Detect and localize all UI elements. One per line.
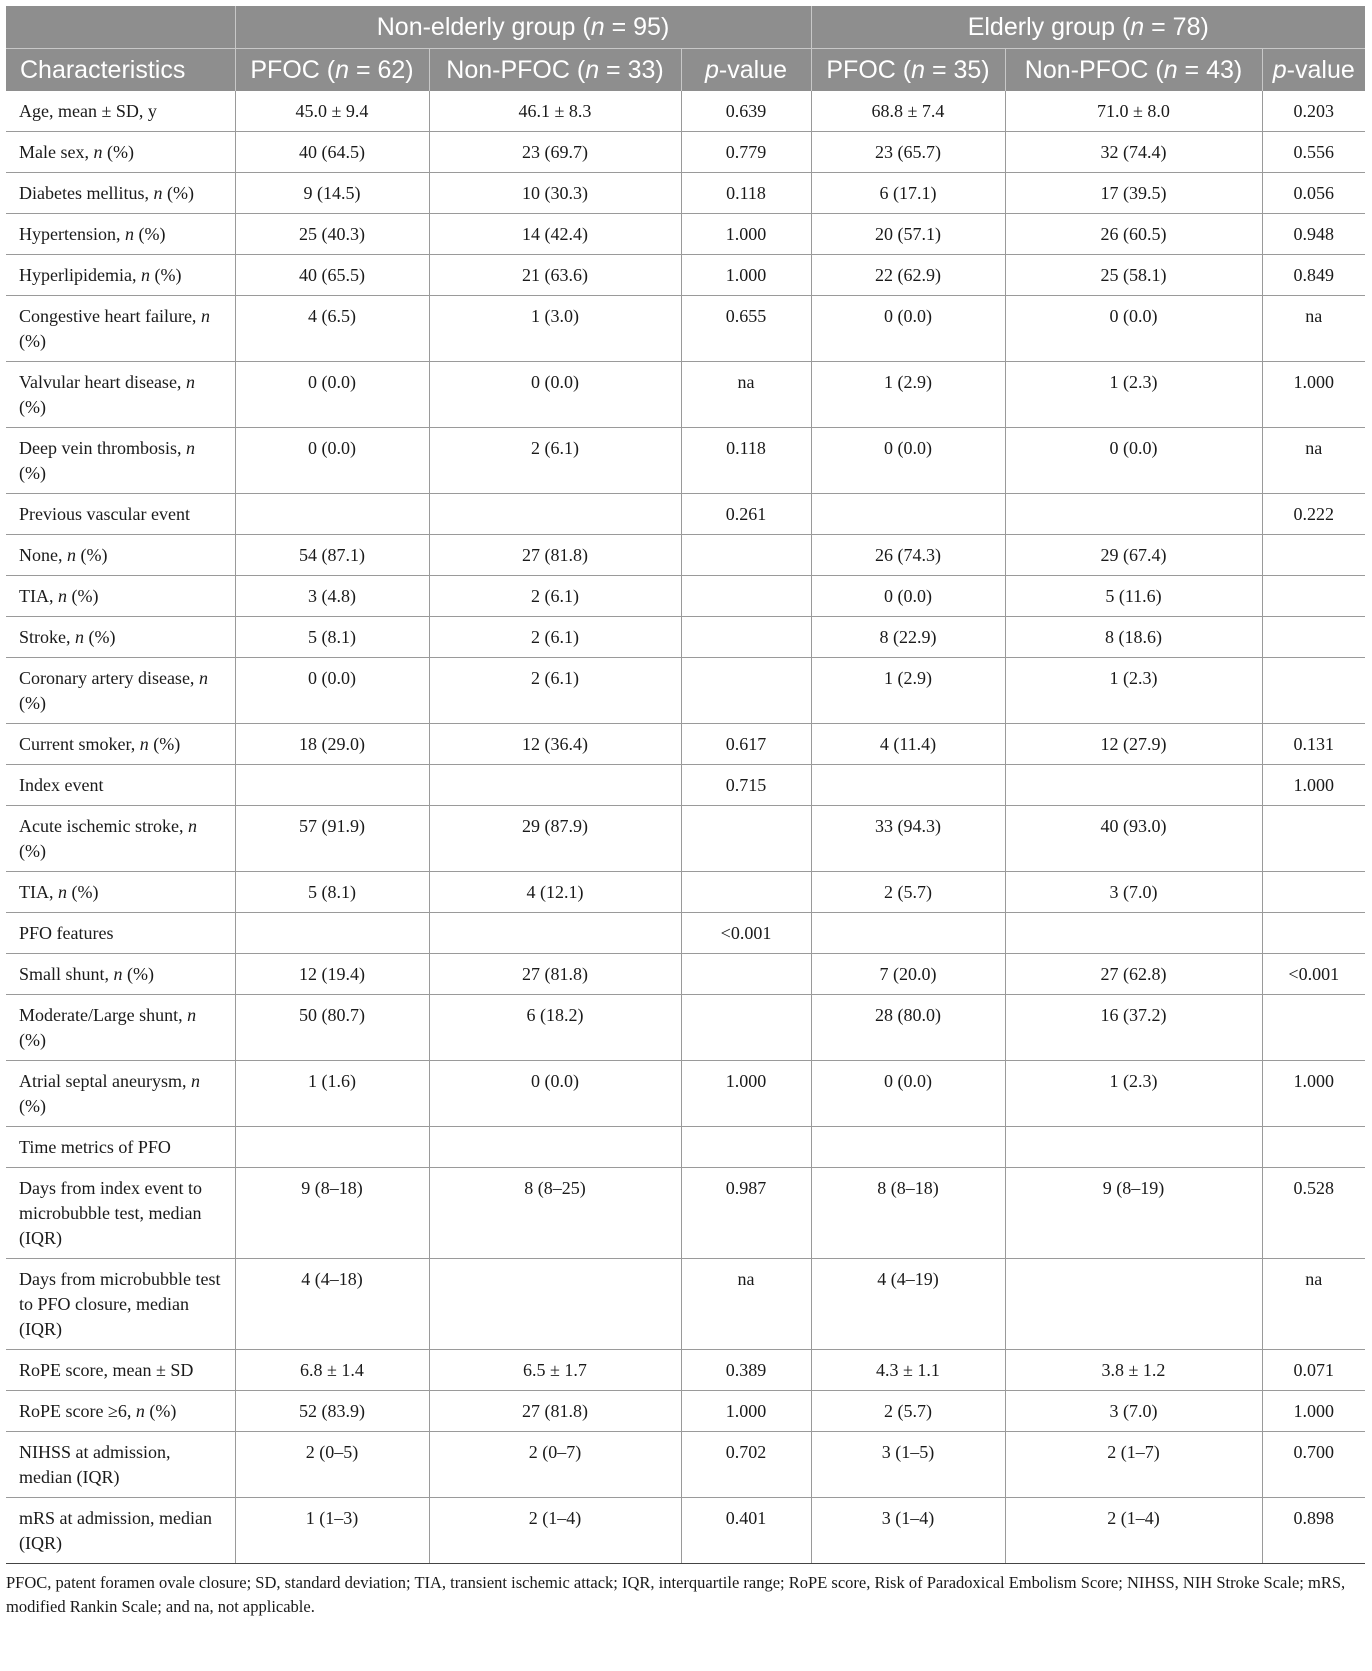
cell-pfoc-nonelderly: 5 (8.1) (235, 872, 429, 913)
cell-nonpfoc-elderly: 32 (74.4) (1005, 132, 1262, 173)
table-row (6, 658, 1365, 724)
cell-pfoc-nonelderly: 4 (4–18) (235, 1259, 429, 1350)
cell-pvalue-elderly: 0.528 (1262, 1168, 1365, 1259)
header-pvalue-elderly: p-value (1262, 49, 1365, 92)
row-label: Deep vein thrombosis, n (%) (6, 428, 235, 494)
cell-pfoc-nonelderly: 3 (4.8) (235, 576, 429, 617)
table-row (6, 995, 1365, 1061)
table-row (6, 1168, 1365, 1259)
header-blank (6, 6, 235, 49)
cell-nonpfoc-elderly: 0 (0.0) (1005, 428, 1262, 494)
cell-pvalue-elderly: na (1262, 296, 1365, 362)
header-pfoc-nonelderly: PFOC (n = 62) (235, 49, 429, 92)
cell-pvalue-nonelderly (681, 995, 811, 1061)
cell-pvalue-elderly: na (1262, 428, 1365, 494)
cell-pvalue-nonelderly (681, 576, 811, 617)
cell-pvalue-nonelderly: 1.000 (681, 255, 811, 296)
cell-nonpfoc-nonelderly: 27 (81.8) (429, 954, 681, 995)
cell-pvalue-elderly (1262, 617, 1365, 658)
cell-pvalue-nonelderly: 0.987 (681, 1168, 811, 1259)
cell-pfoc-elderly: 2 (5.7) (811, 872, 1005, 913)
cell-pfoc-elderly: 8 (8–18) (811, 1168, 1005, 1259)
cell-nonpfoc-elderly: 0 (0.0) (1005, 296, 1262, 362)
cell-pvalue-elderly (1262, 1127, 1365, 1168)
row-label: Stroke, n (%) (6, 617, 235, 658)
cell-pvalue-elderly: 1.000 (1262, 1061, 1365, 1127)
cell-pfoc-elderly: 26 (74.3) (811, 535, 1005, 576)
cell-pfoc-nonelderly: 6.8 ± 1.4 (235, 1350, 429, 1391)
table-row (6, 872, 1365, 913)
cell-pfoc-elderly (811, 494, 1005, 535)
cell-nonpfoc-elderly: 71.0 ± 8.0 (1005, 91, 1262, 132)
cell-nonpfoc-elderly: 17 (39.5) (1005, 173, 1262, 214)
cell-nonpfoc-nonelderly: 8 (8–25) (429, 1168, 681, 1259)
row-label: RoPE score ≥6, n (%) (6, 1391, 235, 1432)
cell-nonpfoc-nonelderly (429, 913, 681, 954)
cell-pvalue-elderly: 0.849 (1262, 255, 1365, 296)
table-row (6, 296, 1365, 362)
row-label: TIA, n (%) (6, 576, 235, 617)
row-label: TIA, n (%) (6, 872, 235, 913)
cell-pvalue-elderly: 1.000 (1262, 765, 1365, 806)
row-label: Diabetes mellitus, n (%) (6, 173, 235, 214)
row-label: None, n (%) (6, 535, 235, 576)
cell-nonpfoc-elderly: 29 (67.4) (1005, 535, 1262, 576)
cell-nonpfoc-elderly: 1 (2.3) (1005, 362, 1262, 428)
cell-nonpfoc-nonelderly (429, 765, 681, 806)
cell-nonpfoc-elderly: 8 (18.6) (1005, 617, 1262, 658)
header-characteristics: Characteristics (6, 49, 235, 92)
cell-pfoc-nonelderly: 50 (80.7) (235, 995, 429, 1061)
cell-pfoc-nonelderly: 1 (1.6) (235, 1061, 429, 1127)
cell-nonpfoc-nonelderly: 21 (63.6) (429, 255, 681, 296)
cell-nonpfoc-elderly: 12 (27.9) (1005, 724, 1262, 765)
cell-nonpfoc-nonelderly: 0 (0.0) (429, 362, 681, 428)
row-label: PFO features (6, 913, 235, 954)
cell-pfoc-nonelderly: 18 (29.0) (235, 724, 429, 765)
cell-nonpfoc-elderly: 3 (7.0) (1005, 1391, 1262, 1432)
cell-pfoc-elderly: 1 (2.9) (811, 362, 1005, 428)
cell-nonpfoc-nonelderly: 10 (30.3) (429, 173, 681, 214)
cell-pvalue-nonelderly (681, 806, 811, 872)
cell-pfoc-elderly: 6 (17.1) (811, 173, 1005, 214)
table-row (6, 913, 1365, 954)
cell-nonpfoc-nonelderly: 23 (69.7) (429, 132, 681, 173)
cell-pvalue-nonelderly: <0.001 (681, 913, 811, 954)
cell-pfoc-nonelderly: 25 (40.3) (235, 214, 429, 255)
cell-pfoc-nonelderly: 0 (0.0) (235, 428, 429, 494)
cell-pvalue-nonelderly (681, 954, 811, 995)
row-label: Male sex, n (%) (6, 132, 235, 173)
cell-nonpfoc-nonelderly: 29 (87.9) (429, 806, 681, 872)
cell-nonpfoc-elderly: 3.8 ± 1.2 (1005, 1350, 1262, 1391)
table-row (6, 214, 1365, 255)
cell-pvalue-elderly: 0.948 (1262, 214, 1365, 255)
row-label: Index event (6, 765, 235, 806)
cell-nonpfoc-elderly: 2 (1–4) (1005, 1498, 1262, 1564)
table-row (6, 1127, 1365, 1168)
cell-pvalue-nonelderly: 1.000 (681, 214, 811, 255)
cell-pfoc-elderly (811, 765, 1005, 806)
cell-nonpfoc-nonelderly: 6.5 ± 1.7 (429, 1350, 681, 1391)
cell-pvalue-nonelderly (681, 1127, 811, 1168)
cell-nonpfoc-nonelderly (429, 1259, 681, 1350)
cell-pvalue-nonelderly: 0.779 (681, 132, 811, 173)
cell-pvalue-elderly: 0.131 (1262, 724, 1365, 765)
cell-pfoc-elderly (811, 1127, 1005, 1168)
cell-nonpfoc-nonelderly: 2 (1–4) (429, 1498, 681, 1564)
row-label: Time metrics of PFO (6, 1127, 235, 1168)
cell-nonpfoc-nonelderly: 2 (6.1) (429, 617, 681, 658)
cell-pvalue-elderly: 0.203 (1262, 91, 1365, 132)
cell-pfoc-nonelderly (235, 1127, 429, 1168)
cell-pvalue-nonelderly: 1.000 (681, 1061, 811, 1127)
row-label: Congestive heart failure, n (%) (6, 296, 235, 362)
cell-pvalue-elderly (1262, 913, 1365, 954)
cell-pfoc-nonelderly: 0 (0.0) (235, 362, 429, 428)
header-group-nonelderly: Non-elderly group (n = 95) (235, 6, 811, 49)
cell-nonpfoc-elderly: 1 (2.3) (1005, 1061, 1262, 1127)
row-label: Age, mean ± SD, y (6, 91, 235, 132)
cell-pfoc-elderly: 0 (0.0) (811, 428, 1005, 494)
table-row (6, 1498, 1365, 1564)
cell-pfoc-elderly: 28 (80.0) (811, 995, 1005, 1061)
cell-pfoc-elderly: 0 (0.0) (811, 296, 1005, 362)
table-header (6, 6, 1365, 91)
cell-pfoc-nonelderly: 9 (8–18) (235, 1168, 429, 1259)
cell-pfoc-elderly: 4.3 ± 1.1 (811, 1350, 1005, 1391)
cell-pfoc-elderly: 0 (0.0) (811, 1061, 1005, 1127)
cell-pfoc-nonelderly: 9 (14.5) (235, 173, 429, 214)
cell-pvalue-elderly: 0.071 (1262, 1350, 1365, 1391)
cell-pfoc-elderly: 22 (62.9) (811, 255, 1005, 296)
cell-pvalue-elderly: 0.056 (1262, 173, 1365, 214)
cell-pfoc-nonelderly: 4 (6.5) (235, 296, 429, 362)
cell-pvalue-nonelderly: 0.118 (681, 173, 811, 214)
cell-pfoc-nonelderly: 1 (1–3) (235, 1498, 429, 1564)
cell-pvalue-elderly (1262, 872, 1365, 913)
cell-pfoc-elderly: 3 (1–4) (811, 1498, 1005, 1564)
table-row (6, 1061, 1365, 1127)
cell-pvalue-nonelderly: 1.000 (681, 1391, 811, 1432)
cell-pfoc-nonelderly: 54 (87.1) (235, 535, 429, 576)
table-row (6, 428, 1365, 494)
table-row (6, 494, 1365, 535)
cell-pvalue-nonelderly: 0.715 (681, 765, 811, 806)
cell-pfoc-elderly: 7 (20.0) (811, 954, 1005, 995)
cell-pvalue-nonelderly: 0.617 (681, 724, 811, 765)
cell-pvalue-elderly: <0.001 (1262, 954, 1365, 995)
table-row (6, 173, 1365, 214)
row-label: Acute ischemic stroke, n (%) (6, 806, 235, 872)
cell-pvalue-elderly: 0.556 (1262, 132, 1365, 173)
cell-pfoc-nonelderly: 0 (0.0) (235, 658, 429, 724)
cell-nonpfoc-elderly: 27 (62.8) (1005, 954, 1262, 995)
table-row (6, 765, 1365, 806)
table-row (6, 576, 1365, 617)
cell-pvalue-elderly (1262, 995, 1365, 1061)
cell-pvalue-nonelderly: na (681, 362, 811, 428)
row-label: RoPE score, mean ± SD (6, 1350, 235, 1391)
cell-nonpfoc-nonelderly: 12 (36.4) (429, 724, 681, 765)
cell-pfoc-elderly: 68.8 ± 7.4 (811, 91, 1005, 132)
row-label: Hypertension, n (%) (6, 214, 235, 255)
cell-pfoc-elderly: 8 (22.9) (811, 617, 1005, 658)
cell-pvalue-elderly: na (1262, 1259, 1365, 1350)
row-label: Atrial septal aneurysm, n (%) (6, 1061, 235, 1127)
row-label: Small shunt, n (%) (6, 954, 235, 995)
cell-pvalue-nonelderly (681, 617, 811, 658)
table-row (6, 1259, 1365, 1350)
cell-nonpfoc-nonelderly: 2 (0–7) (429, 1432, 681, 1498)
cell-pfoc-nonelderly: 5 (8.1) (235, 617, 429, 658)
header-nonpfoc-elderly: Non-PFOC (n = 43) (1005, 49, 1262, 92)
cell-nonpfoc-nonelderly (429, 1127, 681, 1168)
cell-pfoc-elderly: 3 (1–5) (811, 1432, 1005, 1498)
cell-pfoc-nonelderly: 40 (65.5) (235, 255, 429, 296)
table-row (6, 806, 1365, 872)
cell-pfoc-nonelderly: 52 (83.9) (235, 1391, 429, 1432)
cell-nonpfoc-elderly: 3 (7.0) (1005, 872, 1262, 913)
cell-pvalue-elderly: 0.898 (1262, 1498, 1365, 1564)
cell-nonpfoc-elderly: 9 (8–19) (1005, 1168, 1262, 1259)
cell-nonpfoc-nonelderly: 46.1 ± 8.3 (429, 91, 681, 132)
cell-pvalue-elderly (1262, 658, 1365, 724)
row-label: mRS at admission, median (IQR) (6, 1498, 235, 1564)
row-label: Previous vascular event (6, 494, 235, 535)
cell-nonpfoc-nonelderly: 2 (6.1) (429, 658, 681, 724)
cell-pfoc-elderly: 4 (11.4) (811, 724, 1005, 765)
header-nonpfoc-nonelderly: Non-PFOC (n = 33) (429, 49, 681, 92)
cell-pvalue-nonelderly: 0.702 (681, 1432, 811, 1498)
cell-pvalue-nonelderly (681, 872, 811, 913)
cell-pfoc-nonelderly: 2 (0–5) (235, 1432, 429, 1498)
cell-pvalue-nonelderly: 0.389 (681, 1350, 811, 1391)
cell-pfoc-elderly: 33 (94.3) (811, 806, 1005, 872)
cell-pvalue-elderly (1262, 576, 1365, 617)
row-label: Days from index event to microbubble test, median (IQR) (6, 1168, 235, 1259)
cell-pvalue-nonelderly: 0.118 (681, 428, 811, 494)
cell-pfoc-nonelderly (235, 765, 429, 806)
cell-nonpfoc-nonelderly: 27 (81.8) (429, 535, 681, 576)
table-row (6, 617, 1365, 658)
cell-nonpfoc-nonelderly: 2 (6.1) (429, 576, 681, 617)
row-label: Hyperlipidemia, n (%) (6, 255, 235, 296)
table-row (6, 1391, 1365, 1432)
cell-pvalue-elderly: 0.700 (1262, 1432, 1365, 1498)
row-label: Days from microbubble test to PFO closure, median (IQR) (6, 1259, 235, 1350)
cell-nonpfoc-nonelderly: 4 (12.1) (429, 872, 681, 913)
cell-pfoc-elderly: 1 (2.9) (811, 658, 1005, 724)
cell-nonpfoc-elderly (1005, 913, 1262, 954)
cell-pfoc-nonelderly: 12 (19.4) (235, 954, 429, 995)
row-label: Coronary artery disease, n (%) (6, 658, 235, 724)
cell-nonpfoc-nonelderly: 6 (18.2) (429, 995, 681, 1061)
row-label: Current smoker, n (%) (6, 724, 235, 765)
cell-pvalue-nonelderly: 0.261 (681, 494, 811, 535)
header-group-elderly: Elderly group (n = 78) (811, 6, 1365, 49)
table-row (6, 91, 1365, 132)
cell-pfoc-nonelderly: 40 (64.5) (235, 132, 429, 173)
cell-nonpfoc-elderly (1005, 494, 1262, 535)
cell-nonpfoc-nonelderly: 1 (3.0) (429, 296, 681, 362)
cell-nonpfoc-elderly: 5 (11.6) (1005, 576, 1262, 617)
cell-nonpfoc-nonelderly: 2 (6.1) (429, 428, 681, 494)
cell-nonpfoc-elderly (1005, 765, 1262, 806)
table-row (6, 954, 1365, 995)
cell-nonpfoc-nonelderly: 0 (0.0) (429, 1061, 681, 1127)
cell-pfoc-elderly: 2 (5.7) (811, 1391, 1005, 1432)
cell-nonpfoc-nonelderly: 27 (81.8) (429, 1391, 681, 1432)
cell-pfoc-elderly: 0 (0.0) (811, 576, 1005, 617)
cell-pfoc-elderly: 20 (57.1) (811, 214, 1005, 255)
cell-nonpfoc-elderly: 16 (37.2) (1005, 995, 1262, 1061)
cell-pfoc-elderly: 4 (4–19) (811, 1259, 1005, 1350)
cell-pvalue-nonelderly: 0.401 (681, 1498, 811, 1564)
row-label: Valvular heart disease, n (%) (6, 362, 235, 428)
cell-nonpfoc-elderly: 25 (58.1) (1005, 255, 1262, 296)
cell-pfoc-nonelderly: 57 (91.9) (235, 806, 429, 872)
header-pvalue-nonelderly: p-value (681, 49, 811, 92)
table-row (6, 255, 1365, 296)
cell-pfoc-nonelderly: 45.0 ± 9.4 (235, 91, 429, 132)
cell-nonpfoc-elderly: 26 (60.5) (1005, 214, 1262, 255)
cell-nonpfoc-elderly: 1 (2.3) (1005, 658, 1262, 724)
cell-nonpfoc-nonelderly (429, 494, 681, 535)
cell-pvalue-elderly: 1.000 (1262, 1391, 1365, 1432)
table-container (6, 6, 1365, 1619)
cell-pvalue-nonelderly: 0.639 (681, 91, 811, 132)
cell-pvalue-nonelderly (681, 535, 811, 576)
row-label: Moderate/Large shunt, n (%) (6, 995, 235, 1061)
row-label: NIHSS at admission, median (IQR) (6, 1432, 235, 1498)
cell-pfoc-nonelderly (235, 494, 429, 535)
table-row (6, 362, 1365, 428)
cell-pfoc-elderly (811, 913, 1005, 954)
cell-pvalue-elderly: 1.000 (1262, 362, 1365, 428)
table-row (6, 535, 1365, 576)
cell-nonpfoc-elderly: 40 (93.0) (1005, 806, 1262, 872)
cell-nonpfoc-nonelderly: 14 (42.4) (429, 214, 681, 255)
table-row (6, 1350, 1365, 1391)
cell-pvalue-elderly (1262, 806, 1365, 872)
table-row (6, 1432, 1365, 1498)
cell-pfoc-nonelderly (235, 913, 429, 954)
cell-pvalue-elderly (1262, 535, 1365, 576)
characteristics-table (6, 6, 1365, 1564)
cell-pfoc-elderly: 23 (65.7) (811, 132, 1005, 173)
table-row (6, 724, 1365, 765)
header-pfoc-elderly: PFOC (n = 35) (811, 49, 1005, 92)
cell-pvalue-elderly: 0.222 (1262, 494, 1365, 535)
cell-pvalue-nonelderly (681, 658, 811, 724)
table-body (6, 91, 1365, 1564)
cell-nonpfoc-elderly (1005, 1127, 1262, 1168)
table-footnote: PFOC, patent foramen ovale closure; SD, standard deviation; TIA, transient ischemic attack; IQR, interquartile range; RoPE score, Risk of Paradoxical Embolism Score; NIHSS, NIH Stroke Scale; mRS, modified Rankin Scale; and na, not applicable. (6, 1573, 1346, 1616)
table-row (6, 132, 1365, 173)
cell-pvalue-nonelderly: 0.655 (681, 296, 811, 362)
cell-nonpfoc-elderly (1005, 1259, 1262, 1350)
cell-pvalue-nonelderly: na (681, 1259, 811, 1350)
cell-nonpfoc-elderly: 2 (1–7) (1005, 1432, 1262, 1498)
